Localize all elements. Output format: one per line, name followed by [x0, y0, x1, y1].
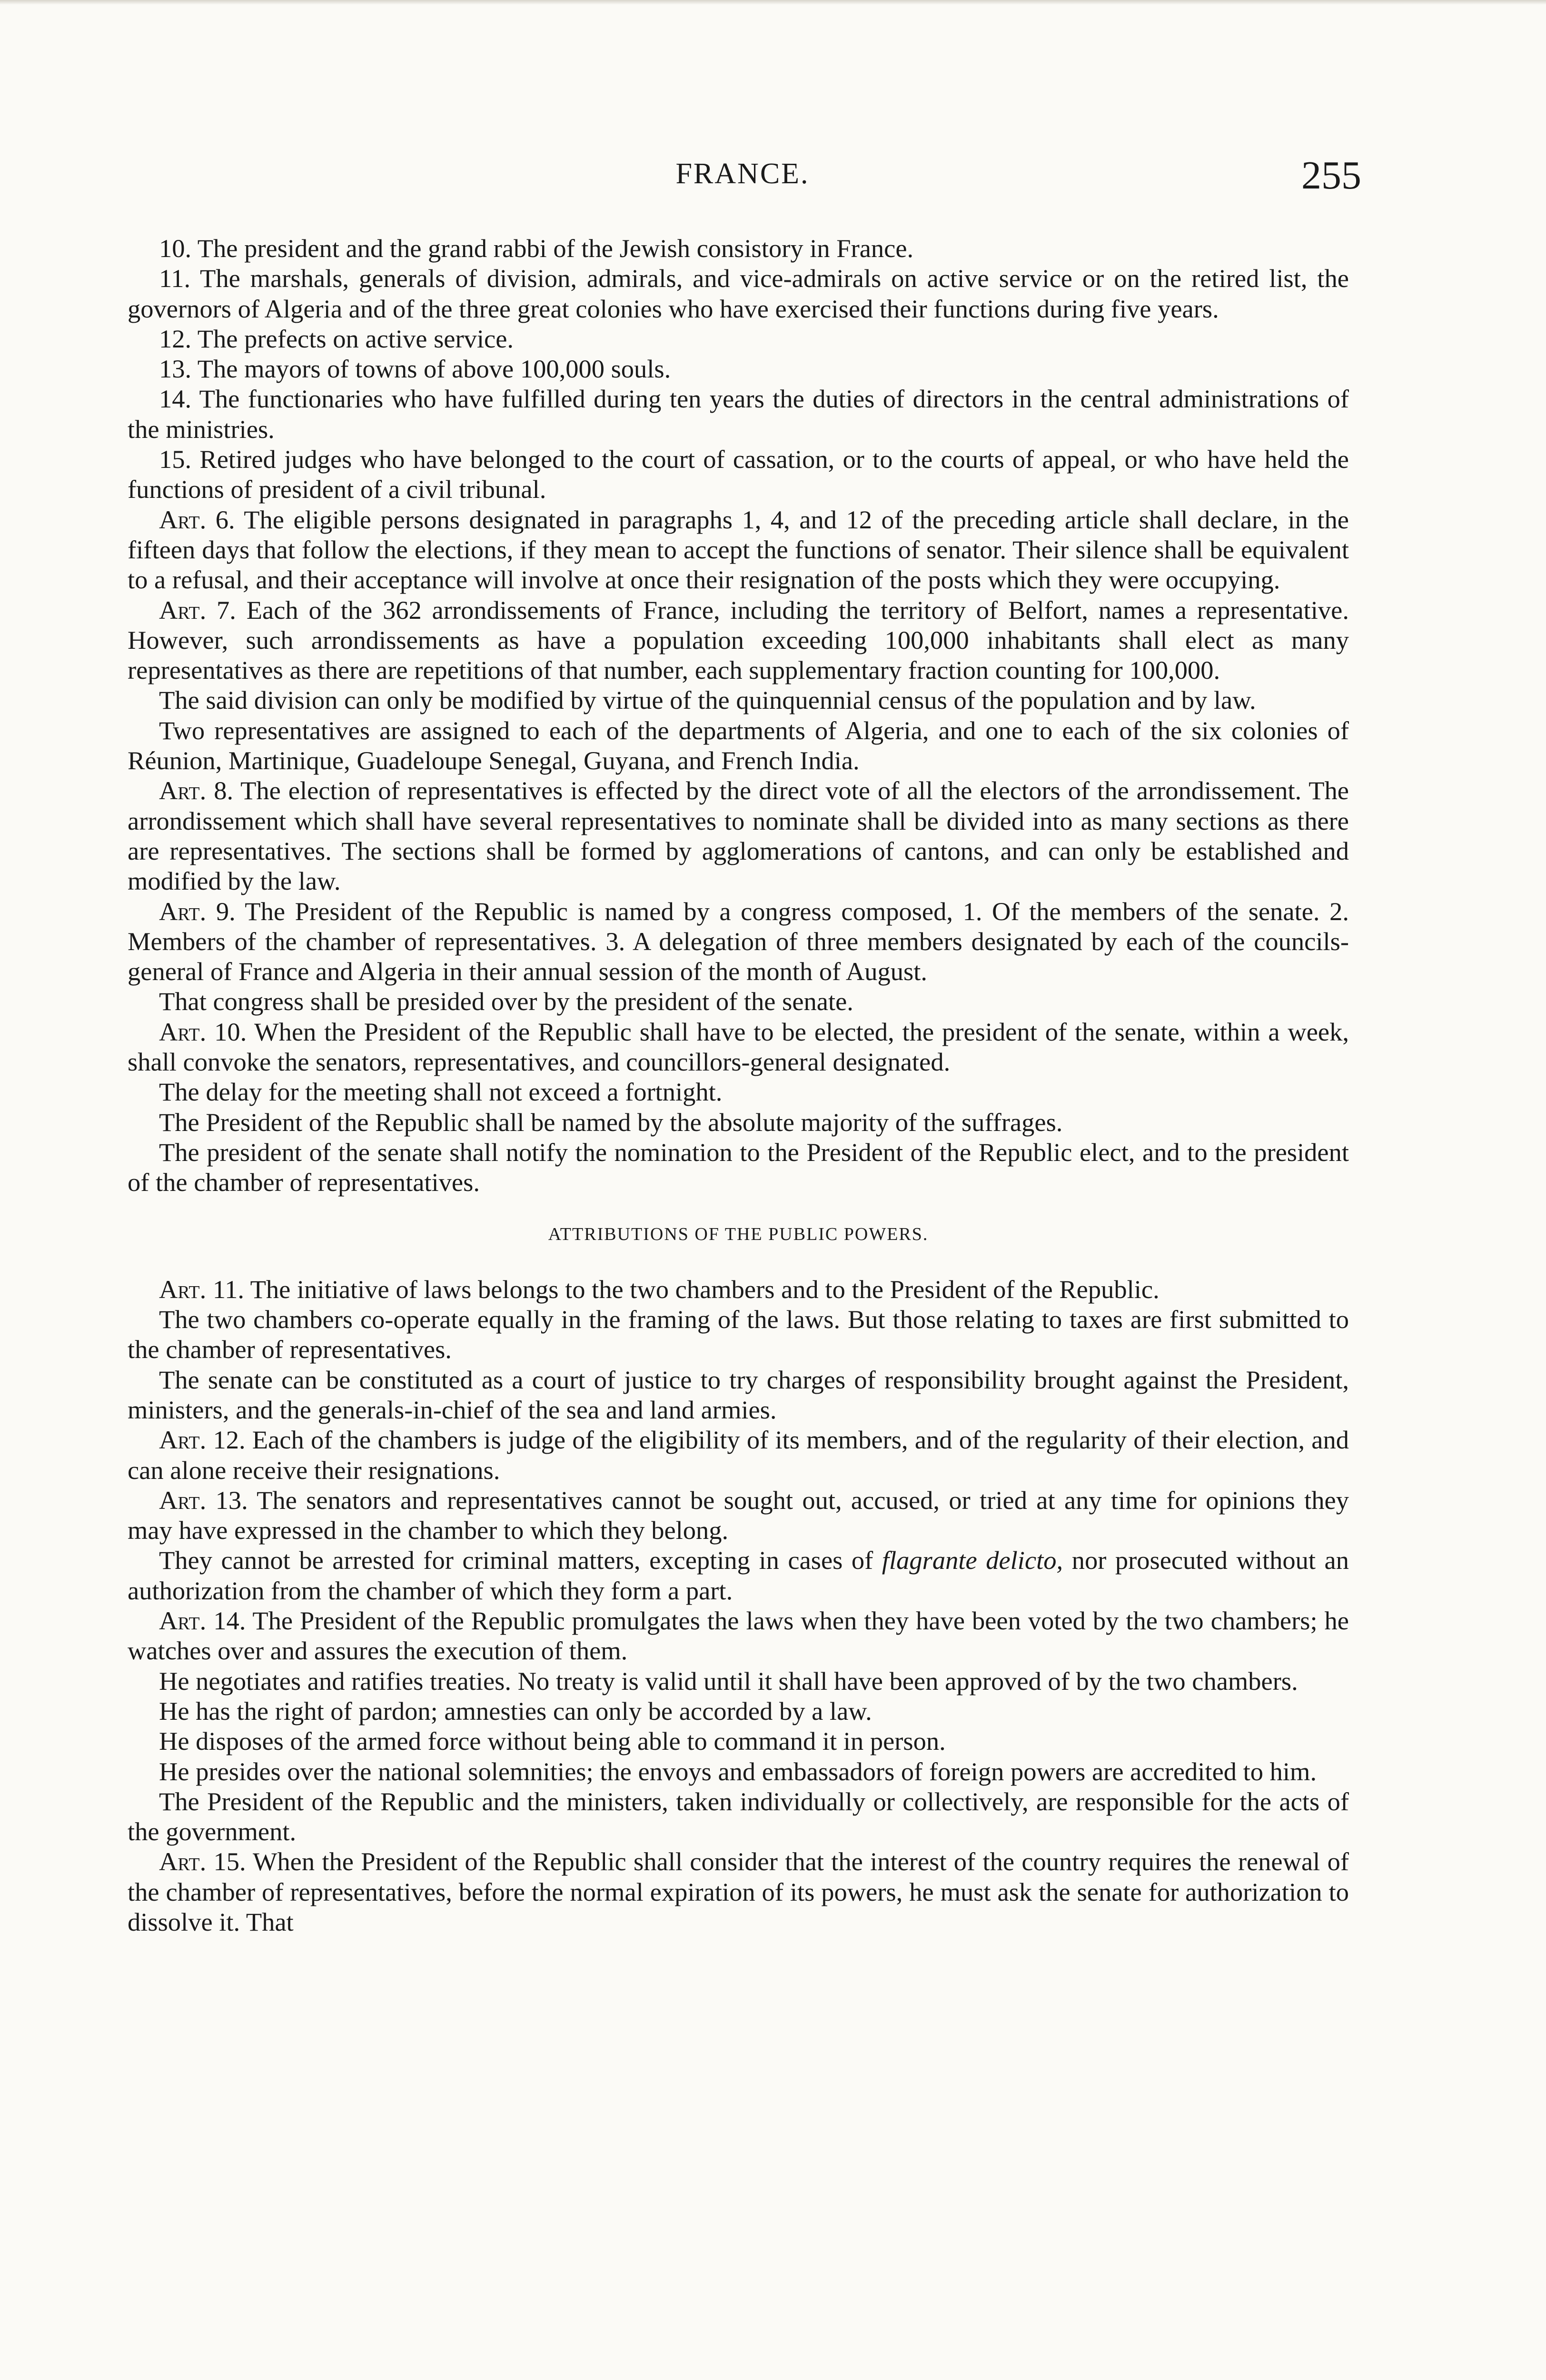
paragraph: 13. The mayors of towns of above 100,000 souls.: [159, 354, 671, 384]
article-label: Art. 9.: [159, 896, 236, 926]
paragraph: Two representatives are assigned to each of the departments of Algeria, and one to each of the six colonies of Réunion, Martinique, Guadeloupe Senegal, Guyana, and French India.: [128, 715, 1349, 775]
article-14: [128, 1606, 1349, 1666]
page-header: [0, 152, 1546, 205]
article-label: Art. 13.: [159, 1485, 248, 1515]
paragraph: 15. Retired judges who have belonged to the court of cassation, or to the courts of appeal, or who have held the functions of president of a civil tribunal.: [128, 445, 1349, 504]
paragraph: He presides over the national solemnities; the envoys and embassadors of foreign powers are accredited to him.: [159, 1756, 1317, 1786]
article-text: The President of the Republic is named by a congress composed, 1. Of the members of the senate. 2. Members of the chamber of representatives. 3. A delegation of three members designated by each of the councils-general of France and Algeria in their annual session of the month of August.: [128, 896, 1349, 986]
body-text: [128, 233, 1349, 1937]
article-label: Art. 8.: [159, 776, 234, 805]
article-label: Art. 11.: [159, 1274, 244, 1304]
article-text: The eligible persons designated in paragraphs 1, 4, and 12 of the preceding article shall declare, in the fifteen days that follow the elections, if they mean to accept the functions of senator. Their silence shall be equivalent to a refusal, and their acceptance will involve at once their resignation of the posts which they were occupying.: [128, 505, 1349, 595]
paragraph: The senate can be constituted as a court of justice to try charges of responsibility brought against the President, ministers, and the generals-in-chief of the sea and land armies.: [128, 1365, 1349, 1424]
article-8: [128, 775, 1349, 896]
article-text: Each of the 362 arrondissements of France, including the territory of Belfort, names a representative. However, such arrondissements as have a population exceeding 100,000 inhabitants shall elect as many representatives as there are repetitions of that number, each supplementary fraction counting for 100,000.: [128, 595, 1349, 685]
article-7: [128, 595, 1349, 685]
paragraph: 12. The prefects on active service.: [159, 324, 514, 353]
article-text: When the President of the Republic shall consider that the interest of the country requires the renewal of the chamber of representatives, before the normal expiration of its powers, he must ask the senate for authorization to dissolve it. That: [128, 1847, 1349, 1937]
paragraph: The president of the senate shall notify the nomination to the President of the Republic elect, and to the president of the chamber of representatives.: [128, 1137, 1349, 1197]
paragraph: The President of the Republic and the ministers, taken individually or collectively, are responsible for the acts of the government.: [128, 1786, 1349, 1846]
article-9: [128, 896, 1349, 987]
article-text: The senators and representatives cannot be sought out, accused, or tried at any time for opinions they may have expressed in the chamber to which they belong.: [128, 1485, 1349, 1545]
article-10: [128, 1017, 1349, 1077]
paragraph: That congress shall be presided over by the president of the senate.: [159, 987, 853, 1016]
article-label: Art. 12.: [159, 1425, 246, 1455]
article-label: Art. 10.: [159, 1017, 247, 1046]
article-6: [128, 505, 1349, 595]
paragraph: [128, 1545, 1349, 1606]
section-heading: ATTRIBUTIONS OF THE PUBLIC POWERS.: [548, 1224, 929, 1244]
page-number: 255: [1301, 153, 1361, 198]
article-label: Art. 14.: [159, 1606, 246, 1636]
paragraph: The President of the Republic shall be named by the absolute majority of the suffrages.: [159, 1107, 1063, 1137]
article-text: The election of representatives is effected by the direct vote of all the electors of the arrondissement. The arrondissement which shall have several representatives to nominate shall be divided into as many sections as there are representatives. The sections shall be formed by agglomerations of cantons, and can only be established and modified by the law.: [128, 776, 1349, 896]
article-13: [128, 1485, 1349, 1546]
article-text: When the President of the Republic shall have to be elected, the president of the senate, within a week, shall convoke the senators, representatives, and councillors-general designated.: [128, 1017, 1349, 1077]
paragraph: He has the right of pardon; amnesties can only be accorded by a law.: [159, 1696, 872, 1726]
article-12: [128, 1425, 1349, 1485]
paragraph: The two chambers co-operate equally in the framing of the laws. But those relating to taxes are first submitted to the chamber of representatives.: [128, 1305, 1349, 1364]
paragraph: He disposes of the armed force without being able to command it in person.: [159, 1726, 946, 1756]
paragraph: 14. The functionaries who have fulfilled during ten years the duties of directors in the central administrations of the ministries.: [128, 384, 1349, 444]
scan-edge: [0, 0, 1546, 5]
paragraph: The delay for the meeting shall not exceed a fortnight.: [159, 1077, 723, 1107]
paragraph: 11. The marshals, generals of division, admirals, and vice-admirals on active service or on the retired list, the governors of Algeria and of the three great colonies who have exercised their functions during five years.: [128, 264, 1349, 323]
article-label: Art. 7.: [159, 595, 236, 625]
article-15: [128, 1846, 1349, 1937]
running-head: FRANCE.: [675, 158, 810, 190]
article-text: Each of the chambers is judge of the eligibility of its members, and of the regularity of their election, and can alone receive their resignations.: [128, 1425, 1349, 1485]
article-label: Art. 6.: [159, 505, 235, 534]
article-label: Art. 15.: [159, 1847, 246, 1876]
paragraph: 10. The president and the grand rabbi of the Jewish consistory in France.: [159, 234, 914, 263]
article-text: The initiative of laws belongs to the two chambers and to the President of the Republic.: [244, 1274, 1160, 1304]
paragraph: The said division can only be modified by virtue of the quinquennial census of the population and by law.: [159, 685, 1256, 715]
text-run: nor prosecuted without an authorization from the chamber of which they form a part.: [128, 1546, 1349, 1605]
article-11: [128, 1274, 1349, 1304]
paragraph: He negotiates and ratifies treaties. No treaty is valid until it shall have been approved of by the two chambers.: [159, 1666, 1298, 1696]
text-run: They cannot be arrested for criminal matters, excepting in cases of: [159, 1546, 882, 1575]
italic-phrase: flagrante delicto,: [882, 1546, 1063, 1575]
article-text: The President of the Republic promulgates the laws when they have been voted by the two chambers; he watches over and assures the execution of them.: [128, 1606, 1349, 1666]
